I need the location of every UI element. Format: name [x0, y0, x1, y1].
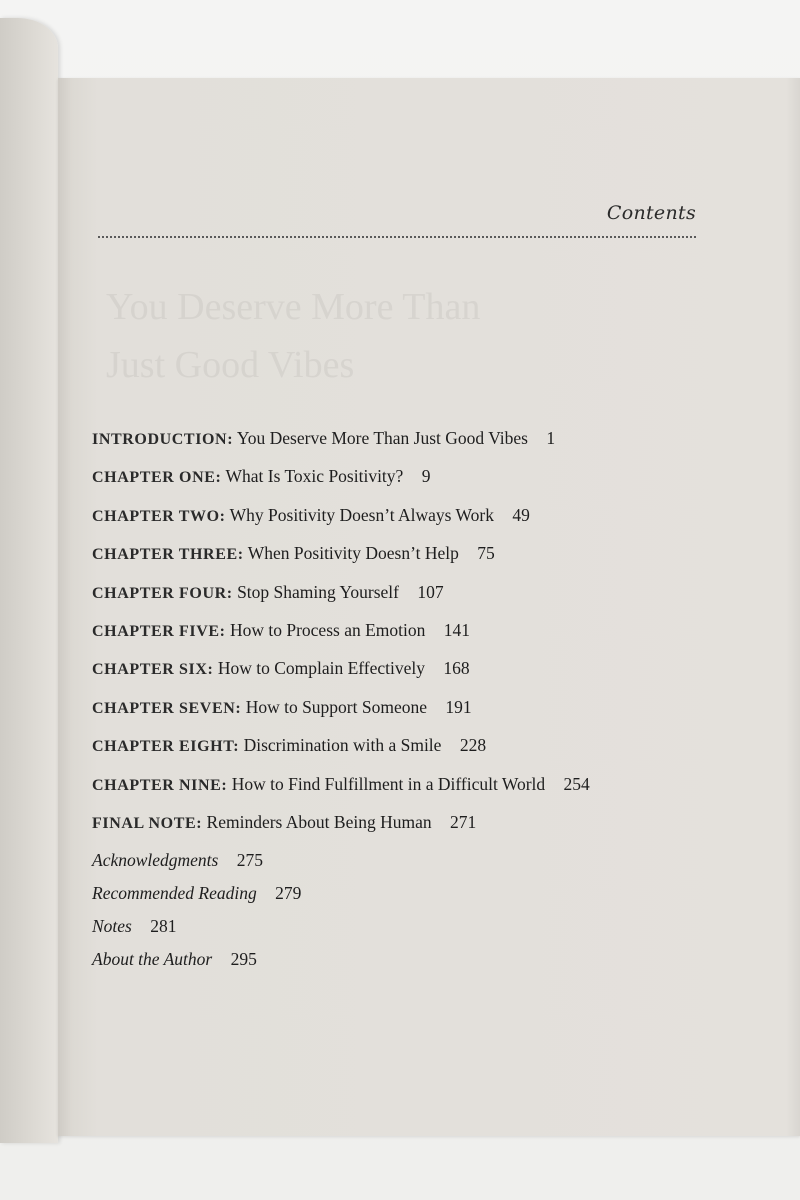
toc-page-number: 75: [477, 543, 495, 564]
toc-title: How to Support Someone: [245, 696, 428, 717]
toc-label: CHAPTER TWO:: [92, 507, 226, 525]
back-matter-entry: [92, 877, 301, 910]
back-matter-page-number: 281: [150, 916, 177, 936]
toc-entry: [92, 457, 732, 495]
toc-page-number: 228: [459, 735, 487, 756]
toc-label: FINAL NOTE:: [92, 814, 203, 832]
back-matter-page-number: 279: [275, 883, 302, 903]
toc-title: How to Find Fulfillment in a Difficult World: [231, 773, 546, 794]
toc-page-number: 9: [421, 466, 431, 487]
toc-label: CHAPTER SIX:: [92, 661, 214, 679]
toc-title: Why Positivity Doesn’t Always Work: [229, 504, 494, 525]
toc-entry: [92, 496, 732, 534]
back-matter-entry: [92, 910, 301, 943]
toc-label: CHAPTER THREE:: [92, 546, 244, 564]
show-through-title: [106, 278, 480, 394]
toc-entry: [92, 573, 732, 611]
back-matter-page-number: 275: [236, 850, 263, 870]
table-of-contents: [92, 419, 732, 841]
back-matter-title: Recommended Reading: [92, 883, 257, 903]
back-matter-page-number: 295: [230, 949, 257, 969]
toc-title: Reminders About Being Human: [206, 811, 432, 832]
back-matter-entry: [92, 844, 301, 877]
toc-label: CHAPTER SEVEN:: [92, 699, 242, 717]
page-edge-shadow: [786, 78, 800, 1136]
toc-label: CHAPTER FOUR:: [92, 584, 233, 602]
book-page: [58, 78, 800, 1136]
toc-label: CHAPTER NINE:: [92, 776, 228, 794]
back-matter-title: Acknowledgments: [92, 850, 219, 870]
toc-page-number: 168: [443, 658, 470, 679]
show-through-line: Just Good Vibes: [106, 344, 355, 386]
toc-entry: [92, 688, 732, 726]
toc-page-number: 107: [417, 581, 444, 602]
toc-title: Stop Shaming Yourself: [237, 581, 399, 602]
toc-title: Discrimination with a Smile: [243, 735, 442, 756]
toc-title: What Is Toxic Positivity?: [225, 466, 404, 487]
toc-title: How to Process an Emotion: [229, 619, 426, 640]
toc-label: CHAPTER ONE:: [92, 469, 222, 487]
toc-entry: [92, 726, 732, 764]
toc-title: You Deserve More Than Just Good Vibes: [236, 428, 528, 448]
toc-entry: [92, 611, 732, 649]
toc-page-number: 271: [449, 811, 477, 832]
back-matter: [92, 844, 301, 976]
toc-label: CHAPTER EIGHT:: [92, 738, 240, 756]
toc-entry: [92, 803, 732, 841]
toc-page-number: 254: [563, 773, 590, 794]
toc-title: How to Complain Effectively: [217, 658, 426, 679]
toc-entry: [92, 765, 732, 803]
left-page-edge: [0, 18, 58, 1143]
back-matter-entry: [92, 943, 301, 976]
toc-entry: [92, 419, 732, 457]
running-head: Contents: [606, 202, 696, 224]
toc-label: CHAPTER FIVE:: [92, 622, 226, 640]
toc-entry: [92, 649, 732, 687]
toc-page-number: 1: [546, 428, 556, 448]
toc-entry: [92, 534, 732, 572]
toc-page-number: 191: [445, 696, 472, 717]
show-through-line: You Deserve More Than: [106, 286, 481, 328]
back-matter-title: About the Author: [92, 949, 213, 969]
toc-title: When Positivity Doesn’t Help: [247, 543, 459, 564]
toc-page-number: 141: [443, 619, 470, 640]
toc-page-number: 49: [512, 504, 530, 525]
dotted-rule: [98, 236, 696, 238]
toc-label: INTRODUCTION:: [92, 431, 234, 448]
back-matter-title: Notes: [92, 916, 132, 936]
